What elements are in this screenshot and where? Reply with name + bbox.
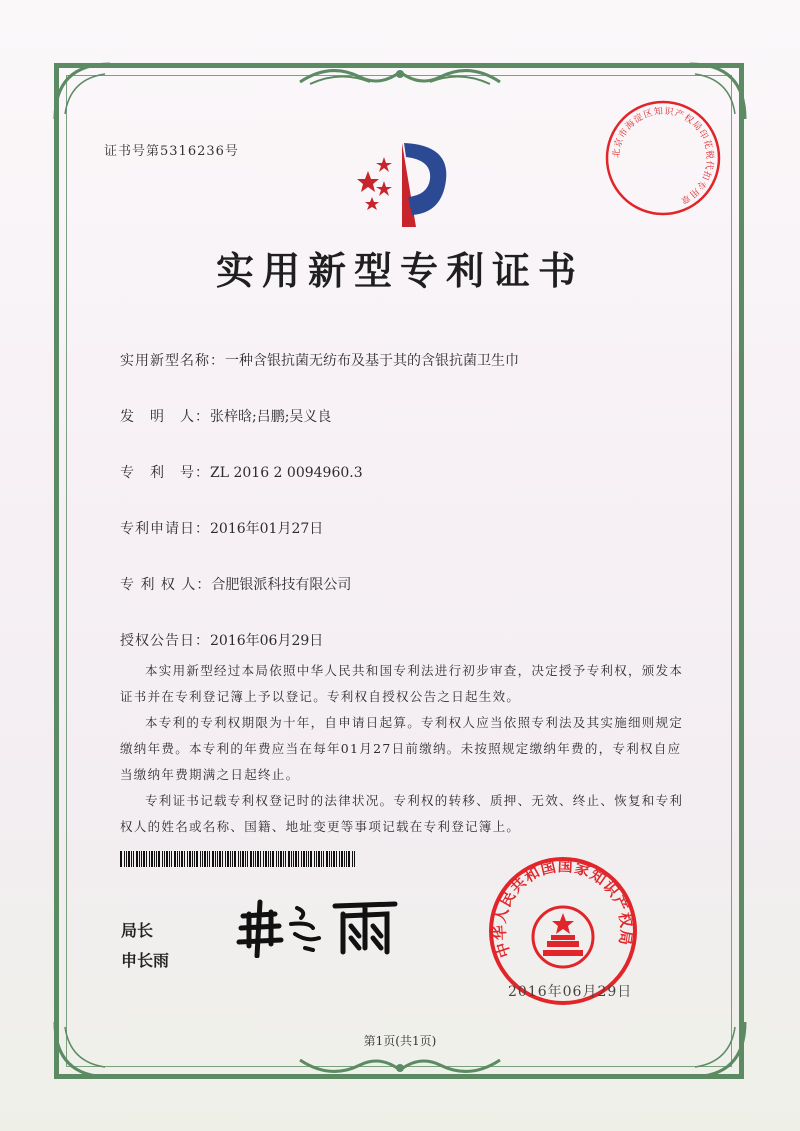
field-inventor <box>120 406 331 426</box>
patent-office-logo <box>342 135 462 235</box>
signatory-title: 局长 <box>121 921 154 940</box>
issue-date: 2016年06月29日 <box>508 984 633 1000</box>
field-label: 授权公告日： <box>120 633 210 649</box>
field-value: 张梓晗;吕鹏;吴义良 <box>210 409 332 425</box>
certificate-title: 实用新型专利证书 <box>215 249 584 293</box>
corner-ornament-tl <box>50 59 120 129</box>
field-label: 专利申请日： <box>120 521 210 537</box>
certificate-number: 证书号第5316236号 <box>104 144 239 159</box>
field-value: 一种含银抗菌无纺布及基于其的含银抗菌卫生巾 <box>225 353 519 369</box>
field-label: 实用新型名称： <box>120 353 225 369</box>
body-paragraph: 本实用新型经过本局依照中华人民共和国专利法进行初步审查，决定授予专利权，颁发本证书并在专利登记簿上予以登记。专利权自授权公告之日起生效。 <box>120 663 684 704</box>
tax-stamp-seal <box>603 98 723 218</box>
field-label: 发 明 人： <box>120 409 210 425</box>
field-value: 2016年06月29日 <box>210 633 324 649</box>
official-seal-text: 中华人民共和国国家知识产权局 <box>490 857 636 960</box>
barcode <box>120 851 360 867</box>
signatory-name: 申长雨 <box>121 951 170 970</box>
tax-stamp-text: 北京市海淀区知识产权局印花税代扣专用章 <box>611 106 715 206</box>
body-paragraph: 专利证书记载专利权登记时的法律状况。专利权的转移、质押、无效、终止、恢复和专利权人的姓名或名称、国籍、地址变更等事项记载在专利登记簿上。 <box>120 793 684 834</box>
field-value: ZL 2016 2 0094960.3 <box>210 465 363 481</box>
field-patent-number <box>120 462 363 482</box>
certificate-body <box>120 658 685 840</box>
field-label: 专 利 号： <box>120 465 210 481</box>
page-number: 第1页(共1页) <box>363 1034 437 1048</box>
national-emblem-icon <box>533 907 593 967</box>
field-value: 2016年01月27日 <box>210 521 324 537</box>
field-grant-date <box>120 630 323 650</box>
field-utility-name <box>120 350 519 370</box>
field-value: 合肥银派科技有限公司 <box>211 577 352 593</box>
handwritten-signature <box>235 898 405 958</box>
body-paragraph: 本专利的专利权期限为十年，自申请日起算。专利权人应当依照专利法及其实施细则规定缴纳年费。本专利的年费应当在每年01月27日前缴纳。未按照规定缴纳年费的，专利权自应当缴纳年费期满之日起终止。 <box>120 715 684 782</box>
top-ornament <box>290 62 510 92</box>
field-label: 专 利 权 人： <box>120 577 212 593</box>
svg-text:北京市海淀区知识产权局印花税代扣专用章 <box>610 105 716 207</box>
field-filing-date <box>120 518 323 538</box>
bottom-ornament <box>290 1050 510 1080</box>
field-patentee <box>120 574 351 594</box>
